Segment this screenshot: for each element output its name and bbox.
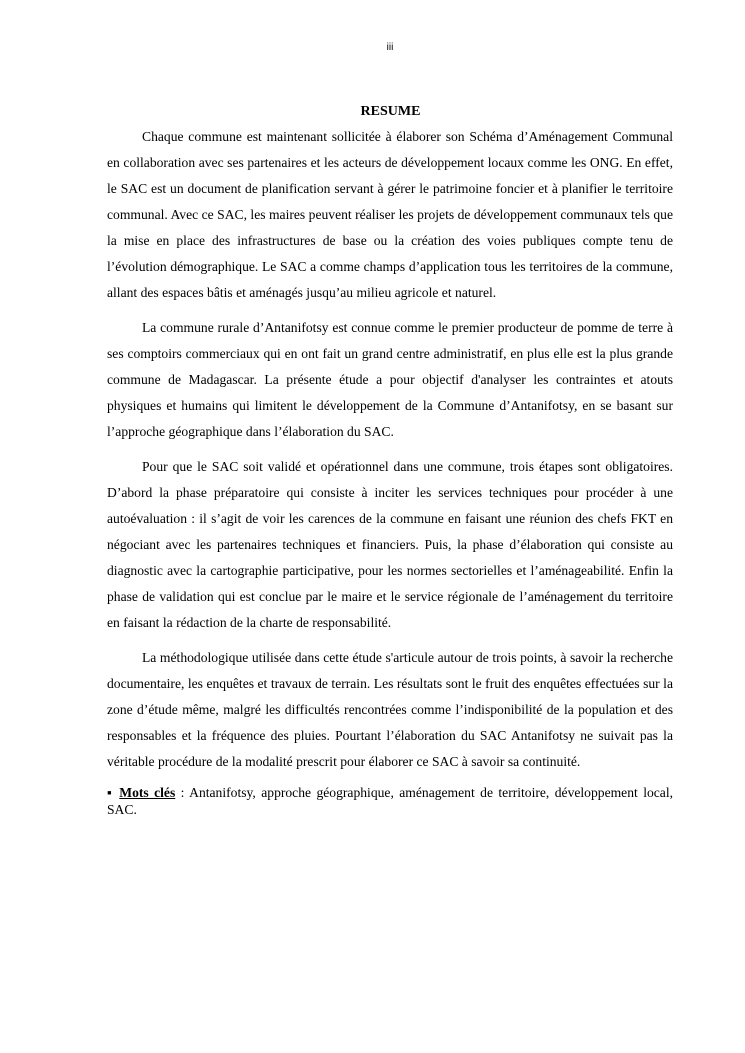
abstract-paragraph-4: La méthodologique utilisée dans cette étude s'articule autour de trois points, à savoir la recherche documentaire, les enquêtes et travaux de terrain. Les résultats sont le fruit des enquêtes effectuées sur la zone d’étude même, malgré les difficultés rencontrées comme l’indisponibilité de la population et des responsables et la fréquence des pluies. Pourtant l’élaboration du SAC Antanifotsy ne suivait pas la véritable procédure de la modalité prescrit pour élaborer ce SAC à savoir sa continuité. [107, 650, 673, 769]
keywords-line [107, 784, 673, 818]
abstract-paragraph-1: Chaque commune est maintenant sollicitée à élaborer son Schéma d’Aménagement Communal en collaboration avec ses partenaires et les acteurs de développement locaux comme les ONG. En effet, le SAC est un document de planification servant à gérer le patrimoine foncier et à planifier le territoire communal. Avec ce SAC, les maires peuvent réaliser les projets de développement communaux tels que la mise en place des infrastructures de base ou la création des voies publiques compte tenu de l’évolution démographique. Le SAC a comme champs d’application tous les territoires de la commune, allant des espaces bâtis et aménagés jusqu’au milieu agricole et naturel. [107, 129, 673, 300]
keywords-separator: : [175, 785, 190, 800]
abstract-title: RESUME [360, 104, 421, 119]
abstract-paragraph-2: La commune rurale d’Antanifotsy est connue comme le premier producteur de pomme de terre à ses comptoirs commerciaux qui en ont fait un grand centre administratif, en plus elle est la plus grande commune de Madagascar. La présente étude a pour objectif d'analyser les contraintes et atouts physiques et humains qui limitent le développement de la Commune d’Antanifotsy, en se basant sur l’approche géographique dans l’élaboration du SAC. [107, 320, 673, 439]
page-number: iii [386, 42, 394, 53]
keywords-text: Antanifotsy, approche géographique, aménagement de territoire, développement local, SAC. [107, 785, 674, 817]
abstract-paragraph-3: Pour que le SAC soit validé et opérationnel dans une commune, trois étapes sont obligatoires. D’abord la phase préparatoire qui consiste à inciter les services techniques pour procéder à une autoévaluation : il s’agit de voir les carences de la commune en faisant une réunion des chefs FKT en négociant avec les partenaires techniques et financiers. Puis, la phase d’élaboration qui consiste au diagnostic avec la cartographie participative, pour les normes sectorielles et l’aménageabilité. Enfin la phase de validation qui est conclue par le maire et le service régionale de l’aménagement du territoire en faisant la rédaction de la charte de responsabilité. [107, 459, 673, 630]
keywords-bullet-icon: ▪ [107, 785, 114, 800]
keywords-label: Mots clés [119, 785, 176, 800]
abstract-section [107, 104, 673, 818]
